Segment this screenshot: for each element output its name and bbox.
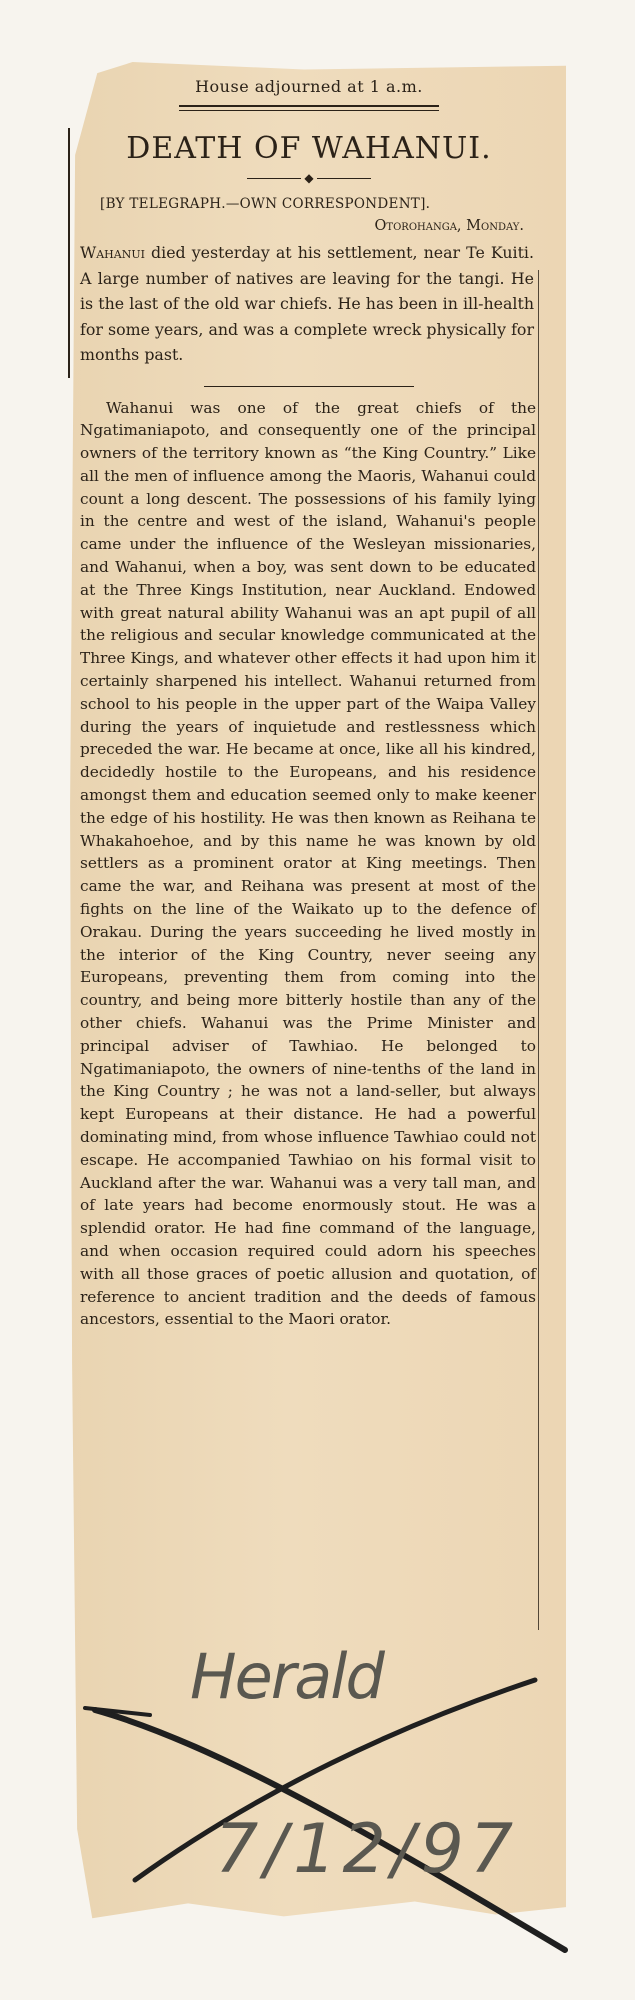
lead-text: died yesterday at his settlement, near Te Kuiti. A large number of natives are leaving for the tangi. He is the last of the old war chiefs. He has been in ill-health for some years, and was a complete wreck physically for months past. xyxy=(80,243,534,364)
dateline-source: [BY TELEGRAPH.—OWN CORRESPONDENT]. xyxy=(100,196,431,212)
article-title: DEATH OF WAHANUI. xyxy=(126,131,492,166)
ornament-divider: ◆ xyxy=(80,172,538,184)
header-note: House adjourned at 1 a.m. xyxy=(195,77,423,96)
dateline-place: Otorohanga, Monday. xyxy=(374,218,524,234)
lead-name: Wahanui xyxy=(80,243,145,262)
body-paragraph: Wahanui was one of the great chiefs of the Ngatimaniapoto, and consequently one of the principal owners of the territory known as “the King Country.” Like all the men of influence among the Maoris, Wahanui could count a long descent. The possessions of his family lying in the centre and west of the island, Wahanui's people came under the influence of the Wesleyan missionaries, and Wahanui, when a boy, was sent down to be educated at the Three Kings Institution, near Auckland. Endowed with great natural ability Wahanui was an apt pupil of all the religious and secular knowledge communicated at the Three Kings, and whatever other effects it had upon him it certainly sharpened his intellect. Wahanui returned from school to his people in the upper part of the Waipa Valley during the years of inquietude and restlessness which preceded the war. He became at once, like all his kindred, decidedly hostile to the Europeans, and his residence amongst them and education seemed only to make keener the edge of his hostility. He was then known as Reihana te Whakahoehoe, and by this name he was known by old settlers as a prominent orator at King meetings. Then came the war, and Reihana was present at most of the fights on the line of the Waikato up to the defence of Orakau. During the years succeeding he lived mostly in the interior of the King Country, never seeing any Europeans, preventing them from coming into the country, and being more bitterly hostile than any of the other chiefs. Wahanui was the Prime Minister and principal adviser of Tawhiao. He belonged to Ngatimaniapoto, the owners of nine-tenths of the land in the King Country ; he was not a land-seller, but always kept Europeans at their distance. He had a powerful dominating mind, from whose influence Tawhiao could not escape. He accompanied Tawhiao on his formal visit to Auckland after the war. Wahanui was a very tall man, and of late years had become enormously stout. He was a splendid orator. He had fine command of the language, and when occasion required could adorn his speeches with all those graces of poetic allusion and quotation, of reference to ancient tradition and the deeds of famous ancestors, essential to the Maori orator. xyxy=(80,398,536,1329)
handwritten-date: 7/12/97 xyxy=(215,1810,520,1889)
handwritten-newspaper-name: Herald xyxy=(190,1640,383,1713)
